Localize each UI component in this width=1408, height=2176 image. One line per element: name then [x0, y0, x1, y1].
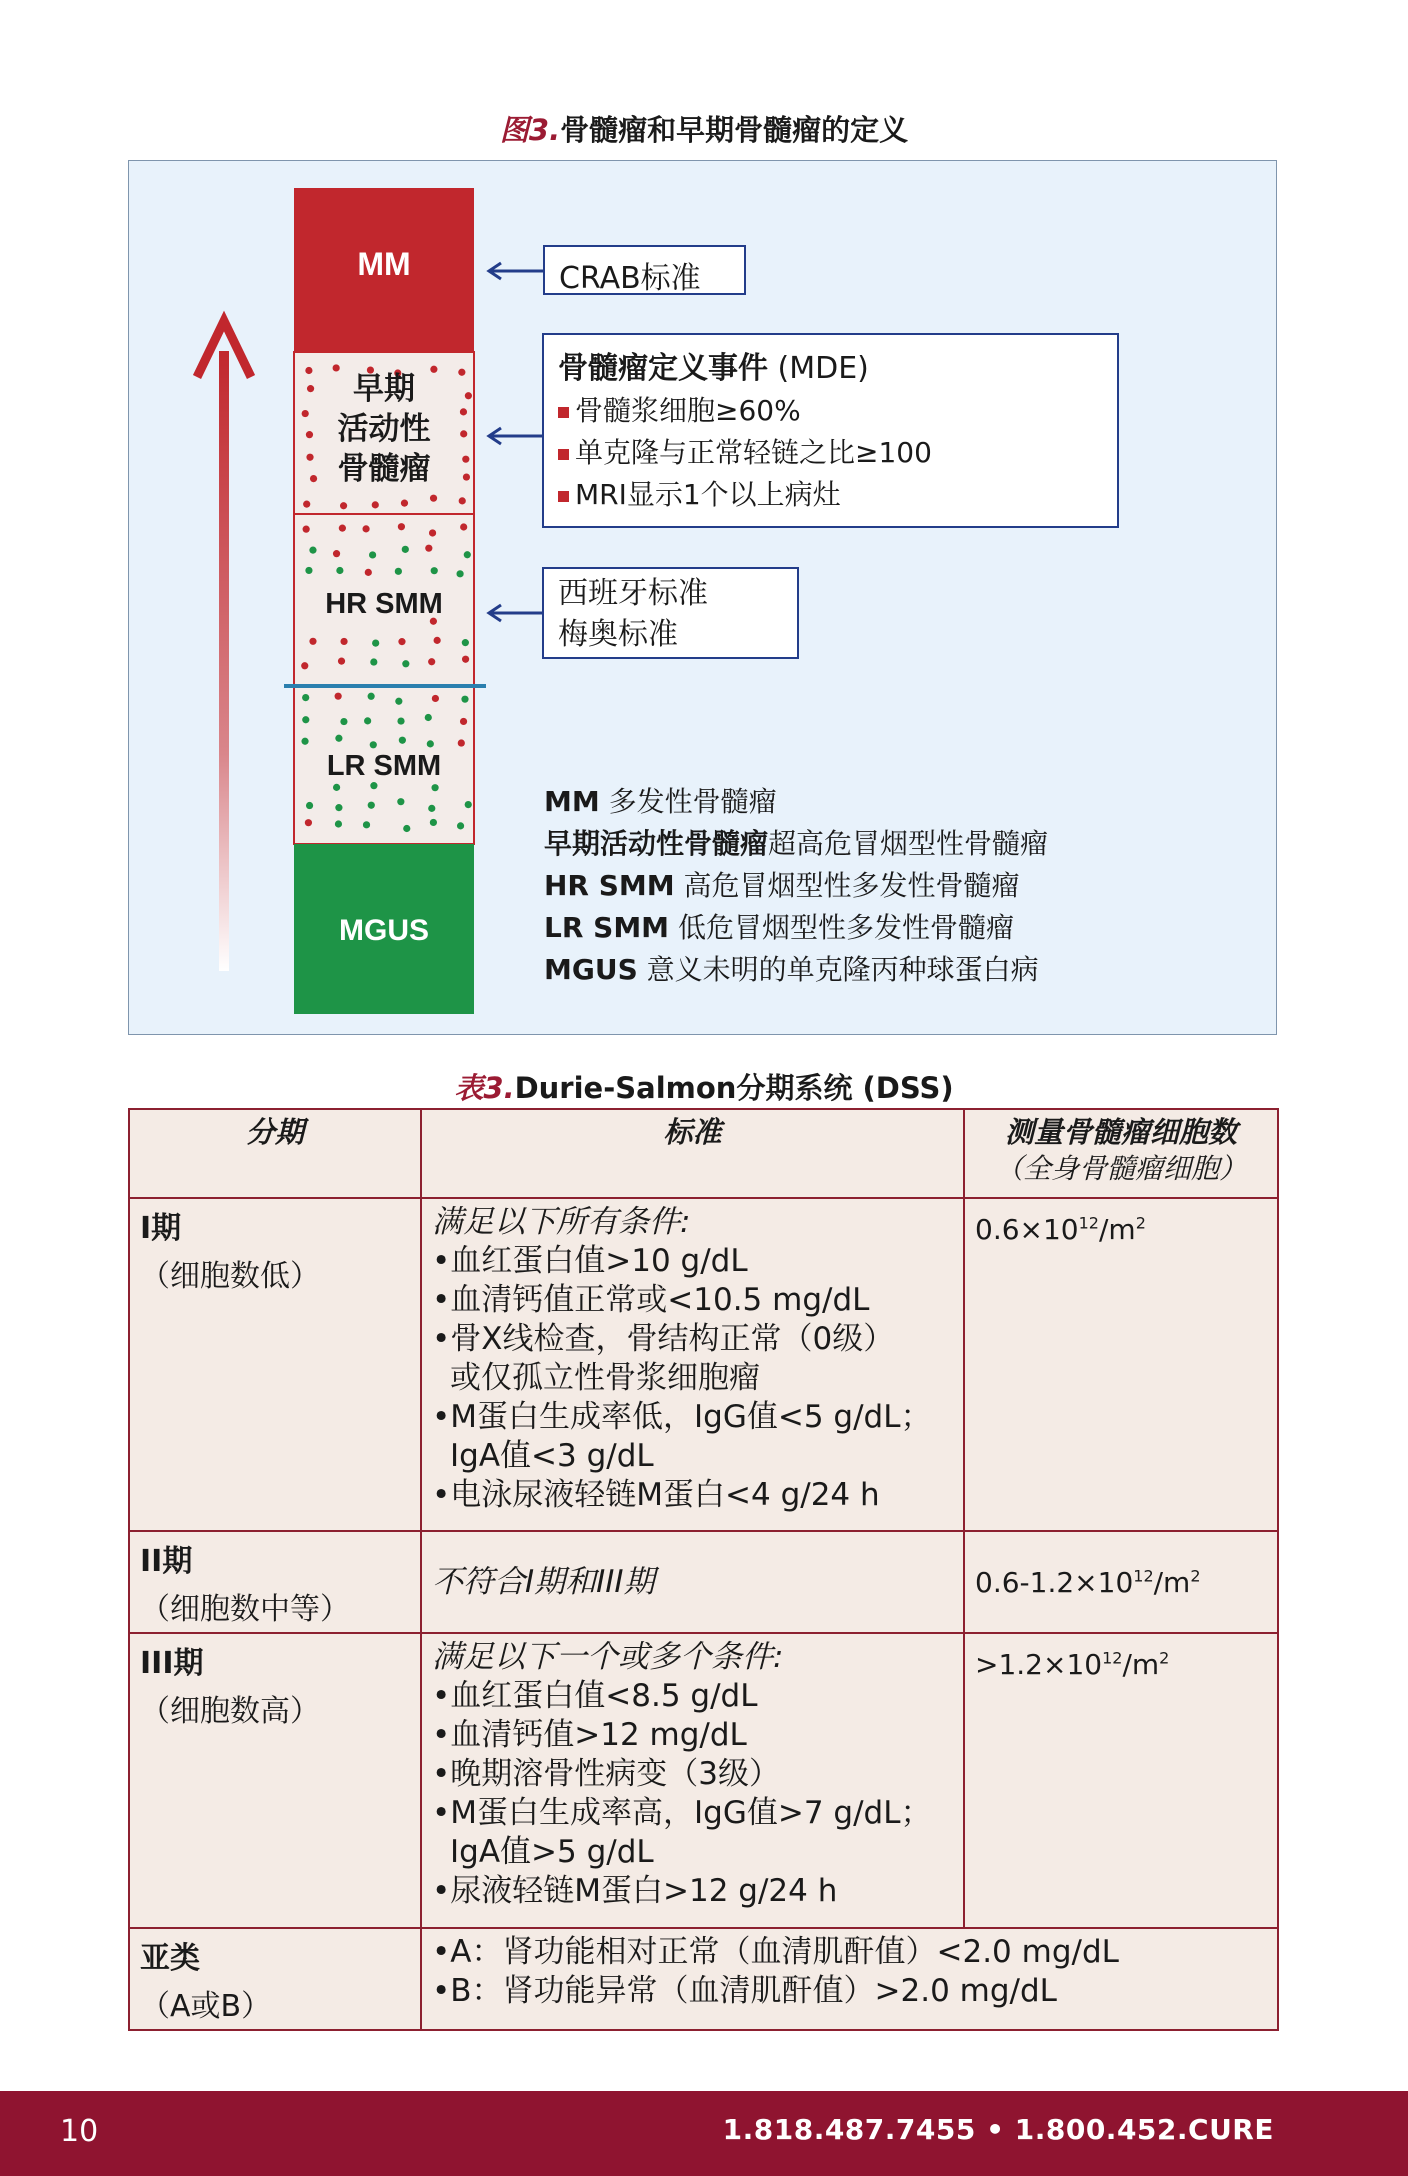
mgus-label: MGUS	[339, 914, 429, 947]
early-label-line2: 活动性	[337, 411, 431, 447]
criteria-item: •血红蛋白值>10 g/dL	[432, 1243, 748, 1279]
dot	[459, 497, 466, 504]
dot	[395, 698, 402, 705]
dot	[402, 546, 409, 553]
mde-title	[558, 343, 1103, 387]
dot	[302, 410, 309, 417]
dot	[398, 523, 405, 530]
measure-exponent: 12	[1133, 1566, 1154, 1586]
stage-cell	[129, 1198, 421, 1531]
measure-cell	[964, 1198, 1278, 1531]
criteria-item: •血清钙值>12 mg/dL	[432, 1717, 747, 1753]
table-header-row	[129, 1109, 1278, 1198]
dot	[305, 367, 312, 374]
dot	[458, 739, 465, 746]
table-row	[129, 1198, 1278, 1531]
dot	[401, 500, 408, 507]
measure-value: >1.2×10	[975, 1648, 1103, 1681]
dot	[302, 694, 309, 701]
dot	[339, 525, 346, 532]
measure-cell	[964, 1531, 1278, 1633]
mde-item	[558, 432, 1103, 474]
mde-item	[558, 474, 1103, 516]
square-bullet-icon	[558, 407, 569, 418]
table-row	[129, 1633, 1278, 1928]
legend-abbr: MGUS	[544, 953, 638, 986]
legend-desc: 高危冒烟型性多发性骨髓瘤	[674, 869, 1020, 902]
dot	[372, 639, 379, 646]
criteria-cell	[421, 1531, 964, 1633]
page-number: 10	[60, 2114, 99, 2149]
figure-panel	[128, 160, 1277, 1035]
dot	[403, 825, 410, 832]
figure-title	[0, 108, 1408, 149]
dot	[465, 801, 472, 808]
dot	[434, 637, 441, 644]
dot	[428, 658, 435, 665]
legend-abbr: LR SMM	[544, 911, 670, 944]
dot	[336, 567, 343, 574]
legend-row	[544, 865, 1048, 907]
criteria-item: •血清钙值正常或<10.5 mg/dL	[432, 1282, 870, 1318]
measure-exponent: 12	[1078, 1213, 1099, 1233]
dot	[462, 656, 469, 663]
dot	[428, 805, 435, 812]
stage-subtitle: （细胞数高）	[140, 1694, 320, 1729]
dot	[465, 392, 472, 399]
square-bullet-icon	[558, 449, 569, 460]
stage-name: 亚类	[140, 1941, 200, 1976]
mde-title-text: 骨髓瘤定义事件	[558, 351, 768, 386]
mayo-criteria-text: 梅奥标准	[558, 617, 678, 652]
dot	[370, 658, 377, 665]
square-bullet-icon	[558, 491, 569, 502]
dot	[425, 714, 432, 721]
dot	[462, 639, 469, 646]
dot	[333, 784, 340, 791]
criteria-lead: 满足以下一个或多个条件:	[432, 1639, 784, 1675]
dot	[362, 525, 369, 532]
subclass-criteria-cell	[421, 1928, 1278, 2030]
footer-bar	[0, 2091, 1408, 2176]
stage-subtitle: （细胞数低）	[140, 1259, 320, 1294]
stage-cell	[129, 1531, 421, 1633]
measure-cell	[964, 1633, 1278, 1928]
early-label-line3: 骨髓瘤	[337, 451, 431, 487]
dot	[460, 430, 467, 437]
legend-row	[544, 823, 1048, 865]
header-measure-sub: （全身骨髓瘤细胞）	[994, 1152, 1247, 1185]
header-measure-text: 测量骨髓瘤细胞数	[1004, 1115, 1237, 1149]
dot	[427, 740, 434, 747]
dot	[340, 502, 347, 509]
stage-name: III期	[140, 1646, 204, 1681]
criteria-item: 或仅孤立性骨浆细胞瘤	[450, 1360, 760, 1396]
dot	[335, 693, 342, 700]
dot	[430, 495, 437, 502]
mde-item-text: MRI显示1个以上病灶	[575, 478, 841, 511]
early-label-line1: 早期	[353, 371, 415, 407]
measure-unit: /m	[1122, 1648, 1160, 1681]
dot	[432, 695, 439, 702]
dot	[306, 454, 313, 461]
dot	[368, 802, 375, 809]
dot	[365, 569, 372, 576]
stage-name: I期	[140, 1211, 182, 1246]
dot	[430, 366, 437, 373]
dot	[430, 819, 437, 826]
dot	[458, 369, 465, 376]
mde-title-suffix: (MDE)	[768, 351, 869, 386]
criteria-item: •血红蛋白值<8.5 g/dL	[432, 1678, 758, 1714]
legend-abbr: MM	[544, 785, 600, 818]
dot	[370, 741, 377, 748]
dot	[306, 802, 313, 809]
criteria-item: •A：肾功能相对正常（血清肌酐值）<2.0 mg/dL	[432, 1934, 1119, 1970]
lr-smm-label: LR SMM	[326, 750, 442, 782]
criteria-item: •M蛋白生成率低，IgG值<5 g/dL；	[432, 1399, 932, 1435]
criteria-item: •B：肾功能异常（血清肌酐值）>2.0 mg/dL	[432, 1973, 1057, 2009]
dot	[395, 568, 402, 575]
mde-item-text: 单克隆与正常轻链之比≥100	[575, 436, 932, 469]
criteria-item: •M蛋白生成率高，IgG值>7 g/dL；	[432, 1795, 932, 1831]
dot	[305, 567, 312, 574]
dot	[397, 717, 404, 724]
dot	[302, 716, 309, 723]
mm-label: MM	[357, 246, 411, 282]
spain-mayo-box	[542, 567, 799, 659]
dot	[306, 431, 313, 438]
dot	[301, 662, 308, 669]
criteria-item: IgA值<3 g/dL	[450, 1438, 654, 1474]
dot	[340, 718, 347, 725]
criteria-lead: 满足以下所有条件:	[432, 1204, 691, 1240]
phone-numbers: 1.818.487.7455 • 1.800.452.CURE	[722, 2113, 1274, 2146]
legend-abbr: 早期活动性骨髓瘤	[544, 827, 769, 860]
measure-unit-exponent: 2	[1135, 1213, 1146, 1233]
mde-box	[542, 333, 1119, 528]
dot	[431, 567, 438, 574]
dot	[310, 475, 317, 482]
legend-desc: 低危冒烟型性多发性骨髓瘤	[669, 911, 1014, 944]
dot	[460, 408, 467, 415]
dot	[307, 385, 314, 392]
dot	[309, 638, 316, 645]
dot	[340, 638, 347, 645]
dot	[369, 551, 376, 558]
criteria-item: •晚期溶骨性病变（3级）	[432, 1756, 781, 1792]
criteria-item: •电泳尿液轻链M蛋白<4 g/24 h	[432, 1477, 880, 1513]
criteria-lead: 不符合I期和III期	[432, 1563, 655, 1600]
stage-subtitle: （细胞数中等）	[140, 1592, 350, 1627]
stage-subtitle: （A或B）	[140, 1989, 272, 2024]
dot	[338, 658, 345, 665]
hr-smm-label: HR SMM	[325, 588, 443, 620]
legend-desc: 超高危冒烟型性骨髓瘤	[768, 827, 1049, 860]
criteria-item: IgA值>5 g/dL	[450, 1834, 654, 1870]
legend-desc: 多发性骨髓瘤	[599, 785, 777, 818]
measure-value: 0.6×10	[975, 1213, 1079, 1246]
table-title-prefix: 表3.	[454, 1071, 515, 1105]
dot	[303, 501, 310, 508]
dot	[399, 737, 406, 744]
mde-item	[558, 390, 1103, 432]
criteria-item: •尿液轻链M蛋白>12 g/24 h	[432, 1873, 838, 1909]
stage-cell	[129, 1928, 421, 2030]
dot	[309, 547, 316, 554]
figure-title-text: 骨髓瘤和早期骨髓瘤的定义	[560, 113, 909, 147]
measure-exponent: 12	[1102, 1648, 1123, 1668]
crab-criteria-text: CRAB标准	[559, 261, 701, 296]
dot	[462, 456, 469, 463]
measure-value: 0.6-1.2×10	[975, 1565, 1134, 1599]
legend-row	[544, 781, 1048, 823]
dot	[457, 822, 464, 829]
dot	[460, 718, 467, 725]
mde-item-text: 骨髓浆细胞≥60%	[575, 394, 801, 427]
measure-unit: /m	[1098, 1213, 1136, 1246]
legend-abbr: HR SMM	[544, 869, 675, 902]
header-measure	[964, 1109, 1278, 1198]
table-row	[129, 1928, 1278, 2030]
legend-desc: 意义未明的单克隆丙种球蛋白病	[637, 953, 1039, 986]
dot	[301, 738, 308, 745]
dot	[429, 529, 436, 536]
dot	[335, 735, 342, 742]
criteria-cell	[421, 1633, 964, 1928]
dot	[303, 526, 310, 533]
header-criteria: 标准	[421, 1109, 964, 1198]
measure-unit-exponent: 2	[1190, 1566, 1201, 1586]
dot	[461, 696, 468, 703]
spain-criteria-text: 西班牙标准	[558, 576, 708, 611]
legend	[544, 781, 1048, 991]
dot	[398, 638, 405, 645]
dot	[372, 501, 379, 508]
dot	[431, 784, 438, 791]
dot	[460, 523, 467, 530]
table-row	[129, 1531, 1278, 1633]
crab-criteria-box	[543, 245, 746, 295]
dss-table	[128, 1108, 1279, 2031]
header-stage: 分期	[129, 1109, 421, 1198]
figure-title-prefix: 图3.	[499, 113, 561, 147]
measure-unit-exponent: 2	[1159, 1648, 1170, 1668]
measure-unit: /m	[1153, 1565, 1191, 1599]
legend-row	[544, 907, 1048, 949]
progression-arrow-shaft	[219, 351, 229, 971]
dot	[363, 821, 370, 828]
dot	[464, 551, 471, 558]
legend-row	[544, 949, 1048, 991]
dot	[333, 364, 340, 371]
stage-cell	[129, 1633, 421, 1928]
dot	[397, 798, 404, 805]
dot	[368, 693, 375, 700]
dot	[335, 820, 342, 827]
dot	[456, 570, 463, 577]
stage-smm-block	[294, 514, 474, 844]
dot	[425, 545, 432, 552]
stage-name: II期	[140, 1544, 193, 1579]
dot	[335, 804, 342, 811]
dot	[333, 550, 340, 557]
table-title	[0, 1066, 1408, 1107]
dot	[305, 819, 312, 826]
dot	[370, 782, 377, 789]
criteria-cell	[421, 1198, 964, 1531]
table-title-text: Durie-Salmon分期系统 (DSS)	[514, 1071, 954, 1105]
criteria-item: •骨X线检查，骨结构正常（0级）	[432, 1321, 895, 1357]
dot	[364, 717, 371, 724]
dot	[402, 660, 409, 667]
dot	[463, 473, 470, 480]
